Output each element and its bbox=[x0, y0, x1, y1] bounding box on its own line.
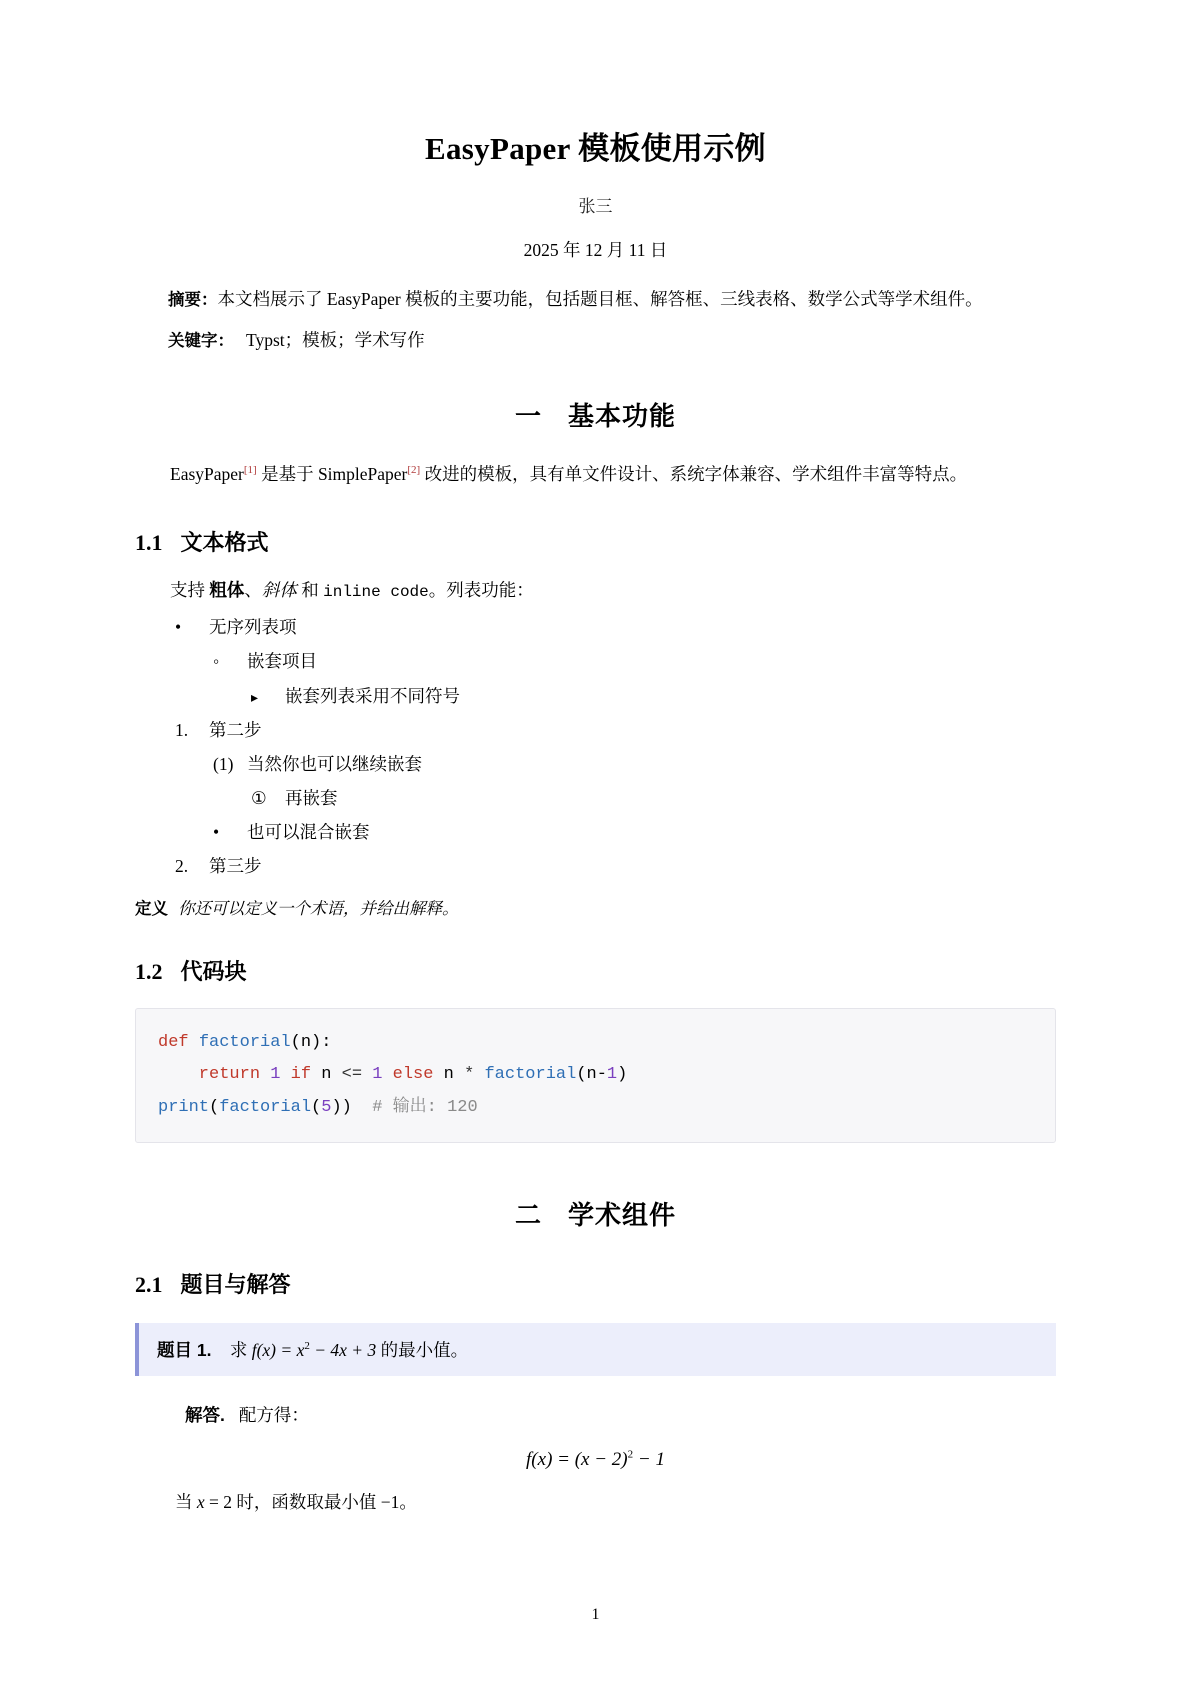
keywords-items: Typst；模板；学术写作 bbox=[246, 329, 425, 350]
problem-label: 题目 1. bbox=[157, 1339, 212, 1360]
list-item bbox=[213, 817, 1056, 847]
code-token: return bbox=[158, 1065, 271, 1085]
section-heading-2-1 bbox=[135, 1268, 1056, 1299]
list-item bbox=[251, 783, 1056, 813]
format-sep-2: 和 bbox=[296, 579, 324, 600]
list-item bbox=[213, 749, 1056, 779]
problem-prefix: 求 bbox=[229, 1339, 252, 1360]
list-marker: 1. bbox=[175, 719, 189, 740]
list-item-label: 嵌套项目 bbox=[247, 651, 317, 672]
abstract-block bbox=[135, 284, 1056, 315]
abstract-text: 本文档展示了 EasyPaper 模板的主要功能，包括题目框、解答框、三线表格、数学公式等学术组件。 bbox=[217, 288, 983, 309]
code-token: factorial bbox=[484, 1065, 577, 1085]
keywords-block bbox=[135, 327, 1056, 352]
code-token: factorial bbox=[198, 1033, 291, 1053]
code-token: ) bbox=[617, 1065, 628, 1085]
solution-text: 配方得： bbox=[238, 1404, 309, 1425]
section-1-number: 一 bbox=[514, 401, 542, 431]
code-token: def bbox=[158, 1033, 199, 1053]
section-heading-1-2 bbox=[135, 955, 1056, 986]
problem-suffix: 的最小值。 bbox=[376, 1339, 469, 1360]
code-token: # 输出: 120 bbox=[372, 1097, 478, 1117]
format-intro-a: 支持 bbox=[170, 579, 210, 600]
code-token: print bbox=[158, 1097, 210, 1117]
list-marker: ▸ bbox=[251, 690, 259, 706]
definition-text: 你还可以定义一个术语，并给出解释。 bbox=[178, 900, 459, 919]
code-token: (n- bbox=[576, 1065, 607, 1085]
code-token: (n): bbox=[290, 1033, 332, 1053]
list-item-label: 也可以混合嵌套 bbox=[247, 821, 370, 842]
list-item-label: 第三步 bbox=[209, 855, 262, 876]
section-1-title: 基本功能 bbox=[568, 401, 677, 431]
list-marker: 2. bbox=[175, 855, 189, 876]
section-heading-1 bbox=[135, 396, 1056, 433]
citation-ref-1[interactable]: [1] bbox=[243, 463, 257, 476]
format-intro-b: 。列表功能： bbox=[428, 579, 534, 600]
section-2-1-number: 2.1 bbox=[135, 1271, 163, 1297]
solution-equation: $f(x) = (x - 2)^2 - 1$ bbox=[526, 1448, 665, 1471]
problem-formula: $f(x) = x^2 - 4x + 3$ bbox=[251, 1339, 377, 1360]
code-token: ( bbox=[311, 1097, 322, 1117]
section-1-2-title: 代码块 bbox=[180, 959, 247, 985]
section-heading-1-1 bbox=[135, 526, 1056, 557]
abstract-label: 摘要： bbox=[168, 290, 218, 309]
code-token: <= bbox=[341, 1065, 373, 1085]
list-item-label: 第二步 bbox=[209, 719, 262, 740]
section-2-number: 二 bbox=[514, 1200, 542, 1230]
code-token: 5 bbox=[321, 1097, 332, 1117]
section-heading-2 bbox=[135, 1195, 1056, 1232]
section-1-intro bbox=[135, 459, 1056, 490]
document-date: 2025 年 12 月 11 日 bbox=[523, 239, 668, 260]
section-1-1-number: 1.1 bbox=[135, 529, 163, 555]
solution-block bbox=[185, 1402, 1056, 1427]
section-1-1-title: 文本格式 bbox=[180, 529, 269, 555]
list-item bbox=[175, 851, 1056, 881]
bold-sample: 粗体 bbox=[209, 579, 245, 600]
code-token: * bbox=[464, 1065, 485, 1085]
abstract-paragraph bbox=[135, 284, 1056, 315]
list-item-label: 再嵌套 bbox=[285, 787, 338, 808]
problem-box bbox=[135, 1323, 1056, 1376]
code-token: ( bbox=[209, 1097, 220, 1117]
definition-block bbox=[135, 895, 1056, 919]
code-token: if bbox=[290, 1065, 322, 1085]
code-token: n bbox=[443, 1065, 465, 1085]
page-title: EasyPaper 模板使用示例 bbox=[425, 131, 766, 166]
italic-sample: 斜体 bbox=[261, 579, 297, 600]
format-sep-1: 、 bbox=[244, 579, 262, 600]
demo-list bbox=[175, 612, 1056, 881]
inline-code-sample: inline code bbox=[323, 582, 429, 601]
list-item-label: 嵌套列表采用不同符号 bbox=[285, 685, 460, 706]
definition-term: 定义 bbox=[135, 900, 168, 919]
section-2-title: 学术组件 bbox=[568, 1200, 677, 1230]
code-token: )) bbox=[331, 1097, 373, 1117]
intro-text-a: EasyPaper bbox=[170, 463, 244, 484]
list-marker: • bbox=[175, 617, 182, 638]
list-marker: • bbox=[213, 821, 220, 842]
code-token: 1 bbox=[372, 1065, 393, 1085]
list-marker: (1) bbox=[213, 753, 234, 774]
keywords-label: 关键字： bbox=[168, 331, 234, 350]
code-token: else bbox=[392, 1065, 444, 1085]
code-token: factorial bbox=[219, 1097, 312, 1117]
text-format-intro bbox=[135, 575, 1056, 606]
list-item bbox=[213, 646, 1056, 676]
code-token: 1 bbox=[606, 1065, 618, 1085]
intro-text-c: 改进的模板，具有单文件设计、系统字体兼容、学术组件丰富等特点。 bbox=[420, 463, 968, 484]
solution-label: 解答. bbox=[185, 1404, 225, 1425]
page-number: 1 bbox=[591, 1606, 600, 1623]
citation-ref-2[interactable]: [2] bbox=[407, 463, 421, 476]
section-1-2-number: 1.2 bbox=[135, 959, 163, 985]
list-item-label: 当然你也可以继续嵌套 bbox=[247, 753, 422, 774]
code-token: n bbox=[321, 1065, 342, 1085]
list-item bbox=[251, 681, 1056, 711]
list-marker: ◦ bbox=[213, 651, 220, 672]
list-item-label: 无序列表项 bbox=[209, 617, 297, 638]
list-marker: ① bbox=[251, 787, 267, 808]
intro-text-b: 是基于 SimplePaper bbox=[256, 463, 408, 484]
solution-conclusion: 当 x = 2 时，函数取最小值 −1。 bbox=[175, 1492, 417, 1513]
document-author: 张三 bbox=[578, 196, 613, 216]
section-2-1-title: 题目与解答 bbox=[180, 1271, 291, 1297]
code-block bbox=[135, 1008, 1056, 1143]
list-item bbox=[175, 715, 1056, 745]
code-token: 1 bbox=[270, 1065, 291, 1085]
list-item bbox=[175, 612, 1056, 642]
